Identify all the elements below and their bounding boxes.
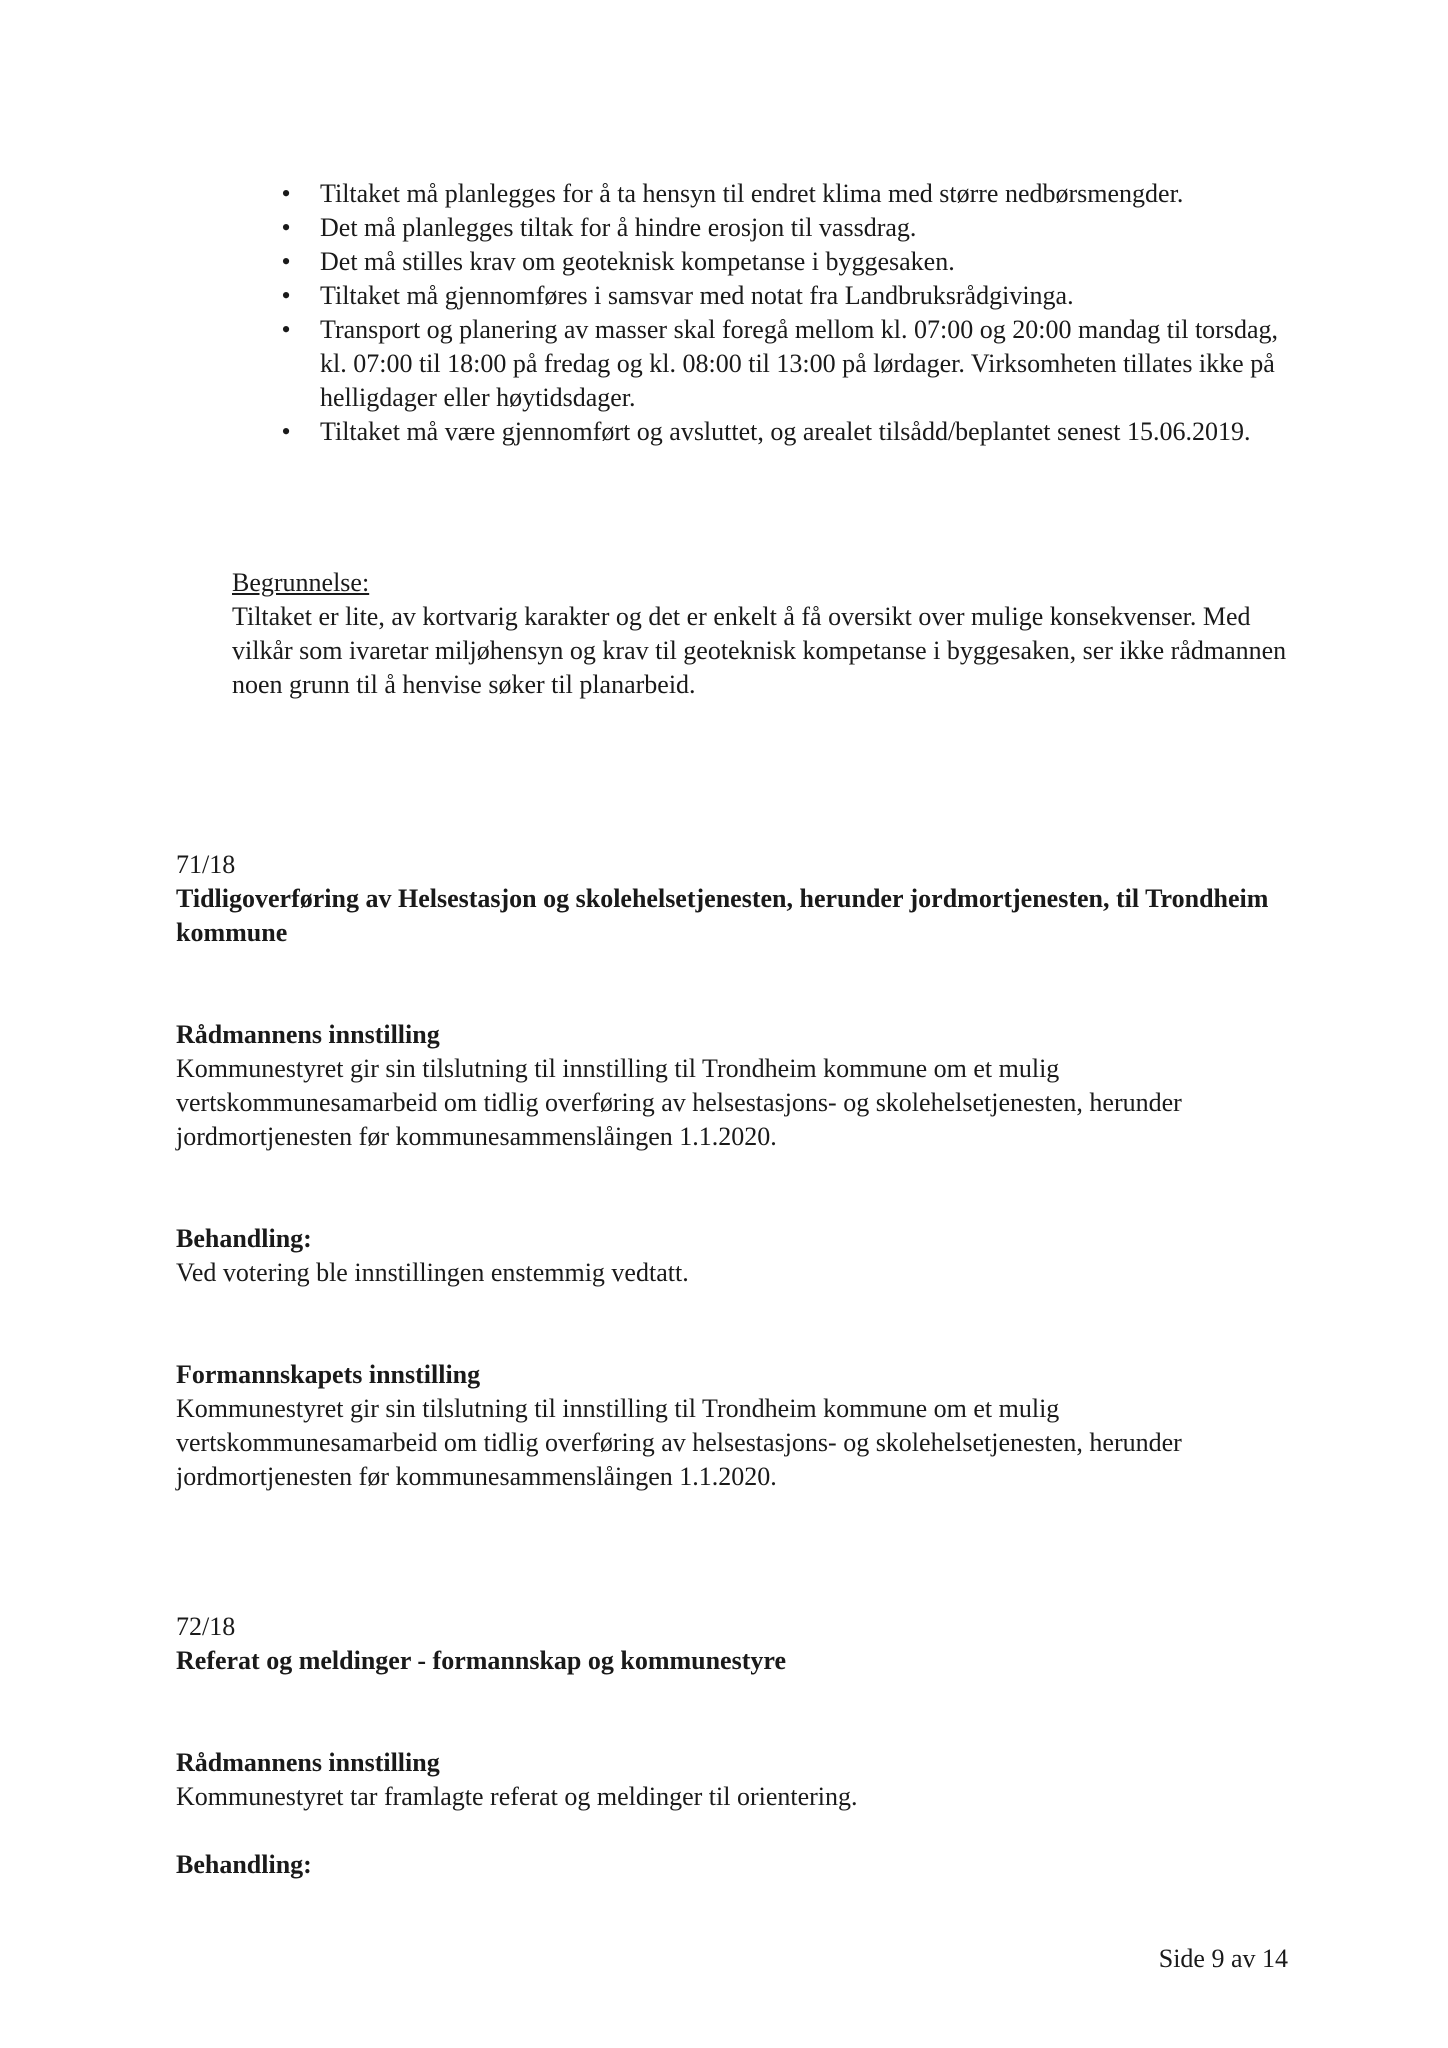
section-text: Kommunestyret tar framlagte referat og meldinger til orientering.: [176, 1782, 858, 1811]
section-heading: Rådmannens innstilling: [176, 1748, 440, 1777]
case-title: Tidligoverføring av Helsestasjon og skolehelsetjenesten, herunder jordmortjenesten, til Trondheim kommune: [176, 884, 1269, 947]
section-heading: Behandling:: [176, 1850, 312, 1879]
begrunnelse-section: [232, 566, 1312, 702]
case-71-behandling-section: [176, 1222, 1296, 1290]
case-71-formannskapets-section: [176, 1358, 1296, 1494]
section-heading: Rådmannens innstilling: [176, 1020, 440, 1049]
case-number: 72/18: [176, 1612, 236, 1641]
bullet-icon: •: [281, 247, 291, 276]
section-heading: Behandling:: [176, 1224, 312, 1253]
case-title: Referat og meldinger - formannskap og kommunestyre: [176, 1646, 786, 1675]
page-number: Side 9 av 14: [1158, 1944, 1288, 1973]
section-text: Kommunestyret gir sin tilslutning til innstilling til Trondheim kommune om et mulig vertskommunesamarbeid om tidlig overføring av helsestasjons- og skolehelsetjenesten, herunder jordmortjenesten før kommunesammenslåingen 1.1.2020.: [176, 1054, 1182, 1151]
list-item: • Tiltaket må planlegges for å ta hensyn til endret klima med større nedbørsmengder.: [276, 177, 1296, 211]
section-text: Ved votering ble innstillingen enstemmig vedtatt.: [176, 1258, 689, 1287]
bullet-icon: •: [281, 281, 291, 310]
list-item: • Tiltaket må være gjennomført og avsluttet, og arealet tilsådd/beplantet senest 15.06.2019.: [276, 415, 1296, 449]
section-heading: Formannskapets innstilling: [176, 1360, 481, 1389]
list-item: • Det må planlegges tiltak for å hindre erosjon til vassdrag.: [276, 211, 1296, 245]
case-72-header: [176, 1610, 1296, 1678]
case-71-radmannens-section: [176, 1018, 1296, 1154]
list-item: • Det må stilles krav om geoteknisk kompetanse i byggesaken.: [276, 245, 1296, 279]
section-text: Kommunestyret gir sin tilslutning til innstilling til Trondheim kommune om et mulig vertskommunesamarbeid om tidlig overføring av helsestasjons- og skolehelsetjenesten, herunder jordmortjenesten før kommunesammenslåingen 1.1.2020.: [176, 1394, 1182, 1491]
bullet-icon: •: [281, 315, 291, 344]
case-72-behandling-section: [176, 1848, 1296, 1882]
bullet-icon: •: [281, 179, 291, 208]
bullet-icon: •: [281, 417, 291, 446]
case-72-radmannens-section: [176, 1746, 1296, 1814]
case-71-header: [176, 848, 1296, 950]
conditions-list: [276, 177, 1296, 449]
case-number: 71/18: [176, 850, 236, 879]
begrunnelse-text: Tiltaket er lite, av kortvarig karakter og det er enkelt å få oversikt over mulige konsekvenser. Med vilkår som ivaretar miljøhensyn og krav til geoteknisk kompetanse i byggesaken, ser ikke rådmannen noen grunn til å henvise søker til planarbeid.: [232, 602, 1287, 699]
bullet-icon: •: [281, 213, 291, 242]
list-item: • Transport og planering av masser skal foregå mellom kl. 07:00 og 20:00 mandag til torsdag, kl. 07:00 til 18:00 på fredag og kl. 08:00 til 13:00 på lørdager. Virksomheten tillates ikke på helligdager eller høytidsdager.: [276, 313, 1296, 415]
begrunnelse-heading: Begrunnelse:: [232, 568, 370, 597]
list-item: • Tiltaket må gjennomføres i samsvar med notat fra Landbruksrådgivinga.: [276, 279, 1296, 313]
